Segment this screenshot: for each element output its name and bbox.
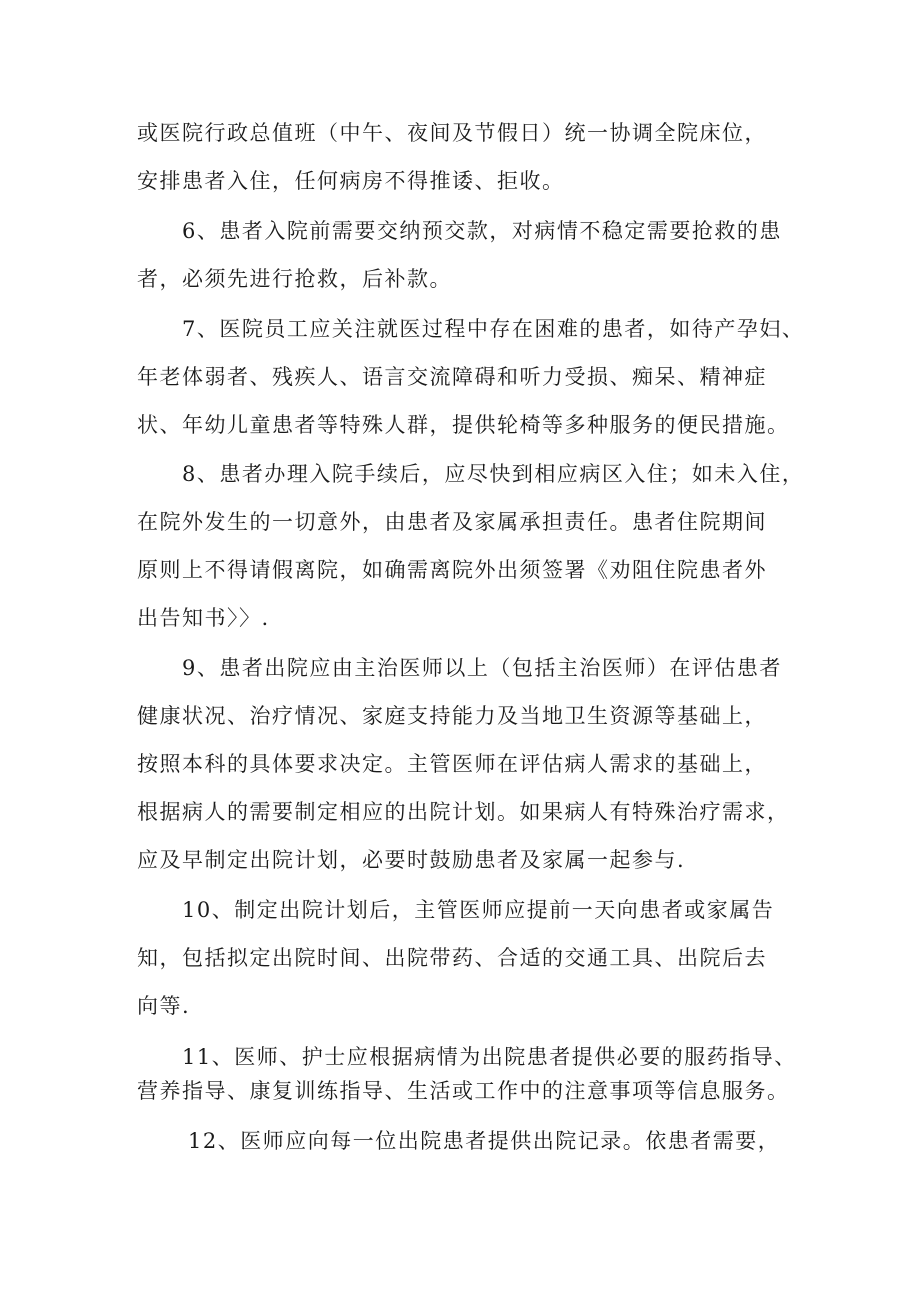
paragraph-7-line: 7、医院员工应关注就医过程中存在困难的患者，如待产孕妇、 — [182, 317, 805, 341]
text-line: 或医院行政总值班（中午、夜间及节假日）统一协调全院床位， — [137, 121, 767, 145]
paragraph-9-line: 9、患者出院应由主治医师以上（包括主治医师）在评估患者 — [182, 656, 782, 680]
text-line: 者，必须先进行抢救，后补款。 — [137, 267, 452, 291]
paragraph-12-line: 12、医师应向每一位出院患者提供出院记录。依患者需要， — [188, 1129, 781, 1153]
text-line: 安排患者入住，任何病房不得推诿、拒收。 — [137, 169, 565, 193]
text-line: 出告知书〉〉. — [137, 606, 270, 630]
text-line: 应及早制定出院计划，必要时鼓励患者及家属一起参与. — [137, 848, 686, 872]
text-line: 向等. — [137, 994, 191, 1018]
text-line: 状、年幼儿童患者等特殊人群，提供轮椅等多种服务的便民措施。 — [137, 413, 790, 437]
paragraph-10-line: 10、制定出院计划后，主管医师应提前一天向患者或家属告 — [182, 898, 775, 922]
text-line: 原则上不得请假离院，如确需离院外出须签署《劝阻住院患者外 — [137, 558, 767, 582]
text-line: 按照本科的具体要求决定。主管医师在评估病人需求的基础上， — [137, 752, 767, 776]
text-line: 营养指导、康复训练指导、生活或工作中的注意事项等信息服务。 — [137, 1079, 790, 1103]
paragraph-8-line: 8、患者办理入院手续后，应尽快到相应病区入住；如未入住， — [182, 462, 805, 486]
paragraph-6-line: 6、患者入院前需要交纳预交款，对病情不稳定需要抢救的患 — [182, 219, 782, 243]
text-line: 年老体弱者、残疾人、语言交流障碍和听力受损、痴呆、精神症 — [137, 365, 767, 389]
paragraph-11-line: 11、医师、护士应根据病情为出院患者提供必要的服药指导、 — [182, 1045, 797, 1069]
text-line: 根据病人的需要制定相应的出院计划。如果病人有特殊治疗需求， — [137, 800, 790, 824]
text-line: 在院外发生的一切意外，由患者及家属承担责任。患者住院期间 — [137, 510, 767, 534]
text-line: 知，包括拟定出院时间、出院带药、合适的交通工具、出院后去 — [137, 946, 767, 970]
text-line: 健康状况、治疗情况、家庭支持能力及当地卫生资源等基础上， — [137, 704, 767, 728]
